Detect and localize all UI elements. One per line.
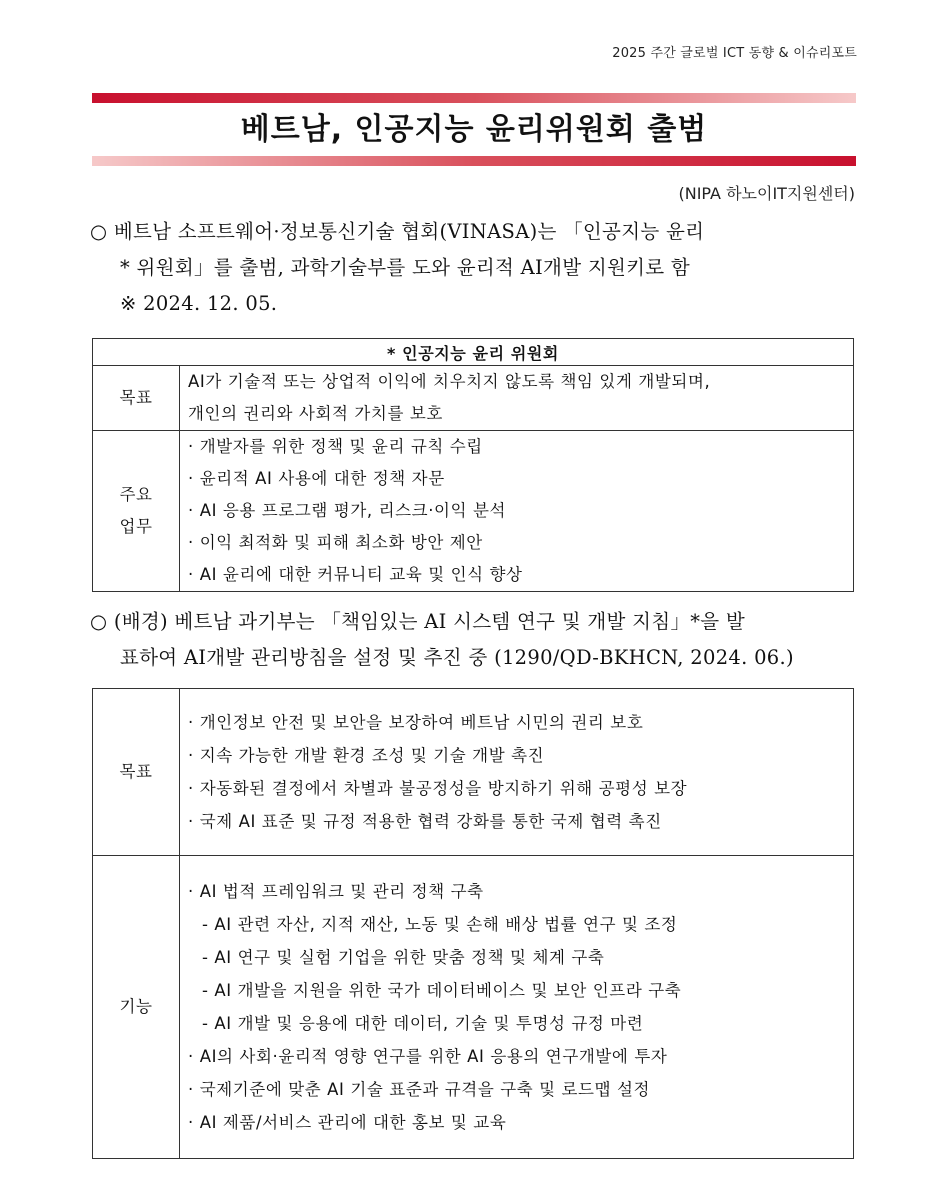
source-note: (NIPA 하노이IT지원센터)	[678, 184, 855, 203]
table-row	[93, 366, 854, 431]
list-item: 개인의 권리와 사회적 가치를 보호	[188, 404, 443, 423]
table-row	[93, 856, 854, 1159]
label-line: 주요	[119, 485, 153, 504]
row-label-main-tasks	[93, 431, 180, 592]
list-item: · 국제 AI 표준 및 규정 적용한 협력 강화를 통한 국제 협력 촉진	[188, 812, 662, 831]
sub-list-item: - AI 관련 자산, 지적 재산, 노동 및 손해 배상 법률 연구 및 조정	[202, 915, 678, 934]
list-item: AI가 기술적 또는 상업적 이익에 치우치지 않도록 책임 있게 개발되며,	[188, 372, 711, 391]
row-content-main-tasks	[180, 431, 854, 592]
paragraph-line: * 위원회」를 출범, 과학기술부를 도와 윤리적 AI개발 지원키로 함	[120, 256, 691, 279]
list-item: · AI 윤리에 대한 커뮤니티 교육 및 인식 향상	[188, 565, 523, 584]
paragraph-line: ○ 베트남 소프트웨어·정보통신기술 협회(VINASA)는 「인공지능 윤리	[90, 220, 705, 243]
list-item: · 개발자를 위한 정책 및 윤리 규칙 수립	[188, 437, 483, 456]
list-item: · AI 법적 프레임워크 및 관리 정책 구축	[188, 882, 484, 901]
list-item: · AI 응용 프로그램 평가, 리스크·이익 분석	[188, 501, 507, 520]
list-item: · 자동화된 결정에서 차별과 불공정성을 방지하기 위해 공평성 보장	[188, 779, 688, 798]
table-header: * 인공지능 윤리 위원회	[93, 339, 854, 366]
paragraph-line: 표하여 AI개발 관리방침을 설정 및 추진 중 (1290/QD-BKHCN, 2024. 06.)	[120, 646, 794, 669]
list-item: · 개인정보 안전 및 보안을 보장하여 베트남 시민의 권리 보호	[188, 713, 644, 732]
list-item: · AI 제품/서비스 관리에 대한 홍보 및 교육	[188, 1113, 507, 1132]
row-label-goal: 목표	[93, 689, 180, 856]
ethics-committee-table	[92, 338, 854, 592]
table-row	[93, 689, 854, 856]
paragraph-date: ※ 2024. 12. 05.	[120, 292, 278, 315]
table-row	[93, 431, 854, 592]
sub-list-item: - AI 개발 및 응용에 대한 데이터, 기술 및 투명성 규정 마련	[202, 1014, 644, 1033]
row-content-function	[180, 856, 854, 1159]
row-label-goal: 목표	[93, 366, 180, 431]
list-item: · AI의 사회·윤리적 영향 연구를 위한 AI 응용의 연구개발에 투자	[188, 1047, 668, 1066]
report-header-note: 2025 주간 글로벌 ICT 동향 & 이슈리포트	[612, 46, 857, 61]
list-item: · 지속 가능한 개발 환경 조성 및 기술 개발 촉진	[188, 746, 545, 765]
title-bar-top	[92, 93, 856, 103]
sub-list-item: - AI 연구 및 실험 기업을 위한 맞춤 정책 및 체계 구축	[202, 948, 605, 967]
row-label-function: 기능	[93, 856, 180, 1159]
row-content-goal	[180, 689, 854, 856]
list-item: · 국제기준에 맞춘 AI 기술 표준과 규격을 구축 및 로드맵 설정	[188, 1080, 651, 1099]
paragraph-background	[90, 604, 860, 676]
row-content-goal	[180, 366, 854, 431]
sub-list-item: - AI 개발을 지원을 위한 국가 데이터베이스 및 보안 인프라 구축	[202, 981, 682, 1000]
paragraph-vinasa	[90, 214, 860, 322]
label-line: 업무	[119, 517, 153, 536]
list-item: · 윤리적 AI 사용에 대한 정책 자문	[188, 469, 445, 488]
title-bar-bottom	[92, 156, 856, 166]
paragraph-line: ○ (배경) 베트남 과기부는 「책임있는 AI 시스템 연구 및 개발 지침」*을 발	[90, 610, 746, 633]
list-item: · 이익 최적화 및 피해 최소화 방안 제안	[188, 533, 483, 552]
page-title: 베트남, 인공지능 윤리위원회 출범	[240, 112, 708, 147]
ai-guideline-table	[92, 688, 854, 1159]
